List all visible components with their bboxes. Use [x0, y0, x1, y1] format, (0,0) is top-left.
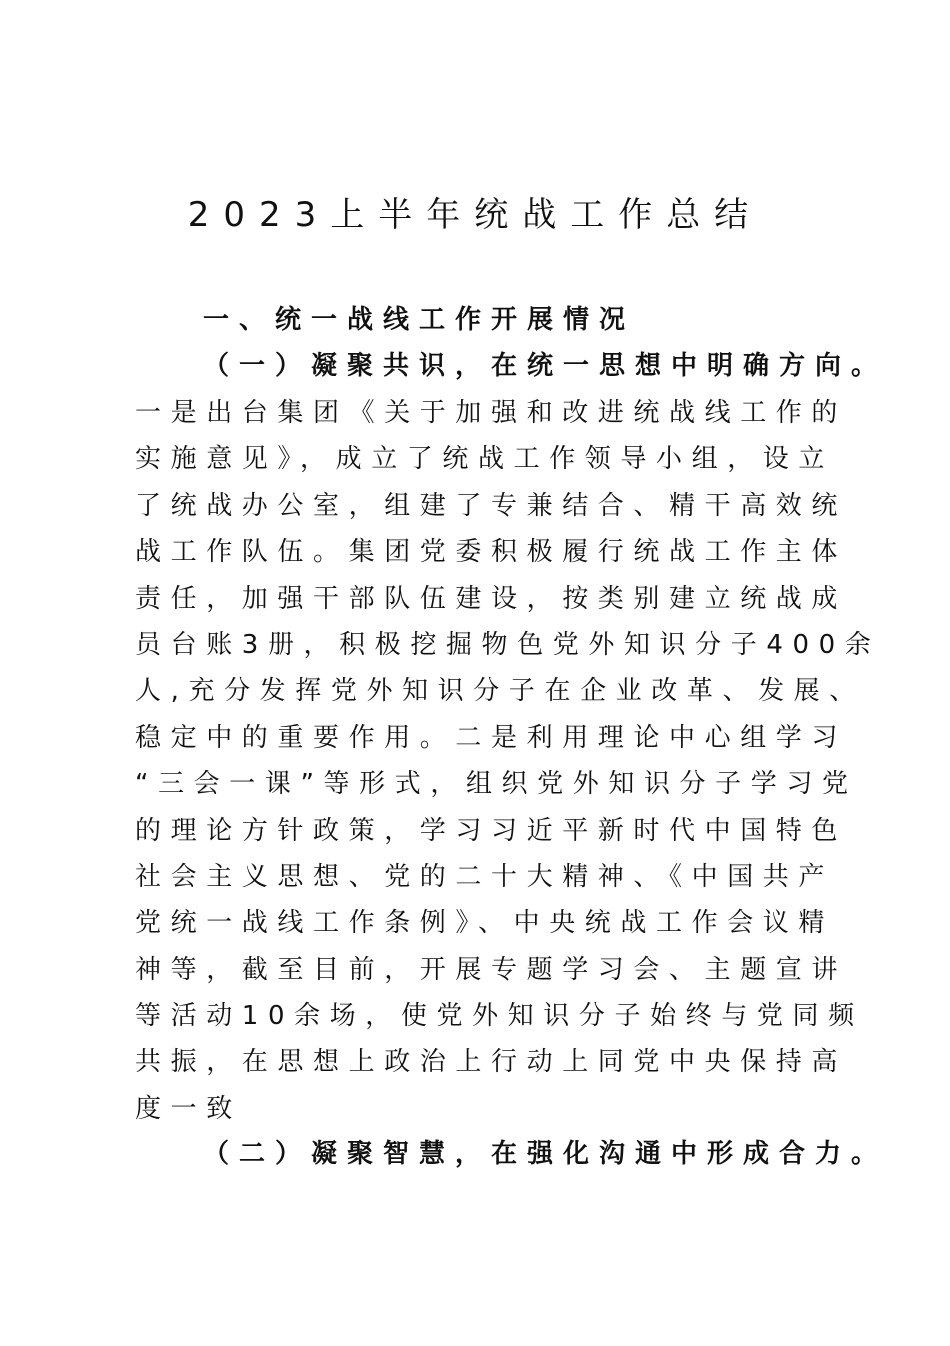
paragraph-line: 责任，加强干部队伍建设，按类别建立统战成 [135, 583, 848, 614]
paragraph-line: 的理论方针政策，学习习近平新时代中国特色 [135, 815, 848, 846]
paragraph-line: 实施意见》，成立了统战工作领导小组，设立 [135, 444, 835, 475]
subsection-heading-2: （二）凝聚智慧，在强化沟通中形成合力。 [203, 1139, 888, 1169]
section-heading: 一、统一战线工作开展情况 [203, 305, 636, 335]
paragraph-line: 神等，截至目前，开展专题学习会、主题宣讲 [135, 954, 848, 985]
paragraph-line: 稳定中的重要作用。二是利用理论中心组学习 [135, 722, 848, 753]
paragraph-line: 人,充分发挥党外知识分子在企业改革、发展、 [135, 676, 865, 707]
paragraph-line: 一是出台集团《关于加强和改进统战线工作的 [135, 398, 848, 428]
paragraph-line: “三会一课”等形式，组织党外知识分子学习党 [135, 769, 858, 800]
paragraph-line: 度一致 [135, 1093, 242, 1124]
paragraph-line: 了统战办公室，组建了专兼结合、精干高效统 [135, 490, 848, 521]
paragraph-line: 党统一战线工作条例》、中央统战工作会议精 [135, 908, 835, 939]
paragraph-line: 共振，在思想上政治上行动上同党中央保持高 [135, 1047, 848, 1078]
subsection-heading-1: （一）凝聚共识，在统一思想中明确方向。 [203, 351, 888, 381]
paragraph-line: 战工作队伍。集团党委积极履行统战工作主体 [135, 537, 848, 568]
paragraph-line: 员台账3册，积极挖掘物色党外知识分子400余 [135, 629, 881, 660]
document-title: 2023上半年统战工作总结 [187, 195, 763, 235]
paragraph-line: 社会主义思想、党的二十大精神、《中国共产 [135, 861, 835, 892]
paragraph-line: 等活动10余场，使党外知识分子始终与党同频 [135, 1001, 864, 1032]
body-paragraph [135, 390, 935, 1132]
